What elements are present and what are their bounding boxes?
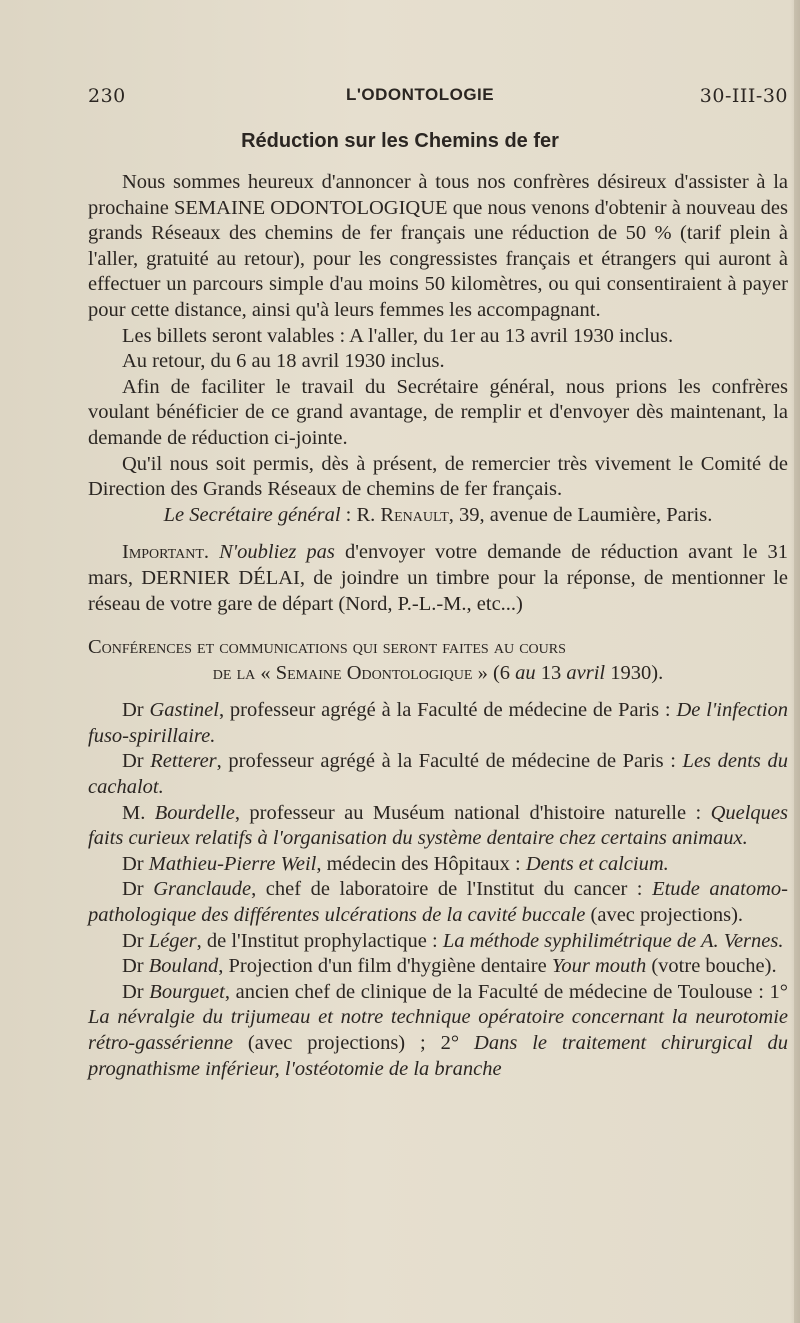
- conference-entry: Dr Mathieu-Pierre Weil, médecin des Hôpitaux : Dents et calcium.: [122, 852, 669, 875]
- paragraph-billets: Les billets seront valables : A l'aller, du 1er au 13 avril 1930 inclus.: [122, 324, 674, 347]
- article-body: [88, 170, 788, 1082]
- conference-entry: Dr Granclaude, chef de laboratoire de l'Institut du cancer : Etude anatomo-pathologique des différentes ulcérations de la cavité buccale (avec projections).: [88, 878, 788, 927]
- article-title: Réduction sur les Chemins de fer: [241, 130, 559, 152]
- paragraph-intro: Nous sommes heureux d'annoncer à tous nos confrères désireux d'assister à la prochaine SEMAINE ODONTOLOGIQUE que nous venons d'obtenir à nouveau des grands Réseaux des chemins de fer français une réduction de 50 % (tarif plein à l'aller, gratuité au retour), pour les congressistes français et étrangers qui auront à effectuer un parcours simple d'au moins 50 kilomètres, ou qui consentiraient à payer pour cette distance, ainsi qu'à leurs femmes les accompagnant.: [88, 171, 788, 321]
- signature-role: Le Secrétaire général: [163, 503, 341, 526]
- running-header: [88, 85, 788, 115]
- conference-entry: Dr Retterer, professeur agrégé à la Faculté de médecine de Paris : Les dents du cachalot.: [88, 750, 788, 799]
- paragraph-faciliter: Afin de faciliter le travail du Secrétaire général, nous prions les confrères voulant bénéficier de ce grand avantage, de remplir et d'envoyer dès maintenant, la demande de réduction ci-jointe.: [88, 375, 788, 449]
- section-heading-line2: de la « Semaine Odontologique » (6 au 13 avril 1930).: [212, 661, 664, 684]
- paragraph-important: Important. N'oubliez pas d'envoyer votre demande de réduction avant le 31 mars, DERNIER DÉLAI, de joindre un timbre pour la réponse, de mentionner le réseau de votre gare de départ (Nord, P.-L.-M., etc...): [88, 541, 788, 615]
- conference-entry: Dr Bouland, Projection d'un film d'hygiène dentaire Your mouth (votre bouche).: [122, 955, 777, 978]
- paragraph-remercier: Qu'il nous soit permis, dès à présent, de remercier très vivement le Comité de Direction des Grands Réseaux de chemins de fer français.: [88, 452, 788, 501]
- conference-entry: Dr Gastinel, professeur agrégé à la Faculté de médecine de Paris : De l'infection fuso-spirillaire.: [88, 699, 788, 747]
- important-label: Important.: [122, 541, 220, 564]
- signature-name: R. Renault: [356, 503, 449, 526]
- conference-entry: M. Bourdelle, professeur au Muséum national d'histoire naturelle : Quelques faits curieux relatifs à l'organisation du système dentaire chez certains animaux.: [88, 801, 788, 850]
- conference-entry: Dr Léger, de l'Institut prophylactique : La méthode syphilimétrique de A. Vernes.: [122, 929, 784, 952]
- signature-line: Le Secrétaire général : R. Renault, 39, avenue de Laumière, Paris.: [163, 503, 713, 526]
- journal-title: L'ODONTOLOGIE: [346, 85, 495, 104]
- page-number: 230: [88, 85, 126, 107]
- section-heading: Conférences et communications qui seront faites au cours: [88, 636, 566, 659]
- paragraph-retour: Au retour, du 6 au 18 avril 1930 inclus.: [122, 350, 445, 373]
- conference-entry: Dr Bourguet, ancien chef de clinique de la Faculté de médecine de Toulouse : 1° La névralgie du trijumeau et notre technique opératoire concernant la neurotomie rétro-gassérienne (avec projections) ; 2° Dans le traitement chirurgical du prognathisme inférieur, l'ostéotomie de la branche: [88, 980, 788, 1080]
- issue-date: 30-III-30: [699, 85, 788, 107]
- signature-address: , 39, avenue de Laumière, Paris.: [448, 503, 713, 526]
